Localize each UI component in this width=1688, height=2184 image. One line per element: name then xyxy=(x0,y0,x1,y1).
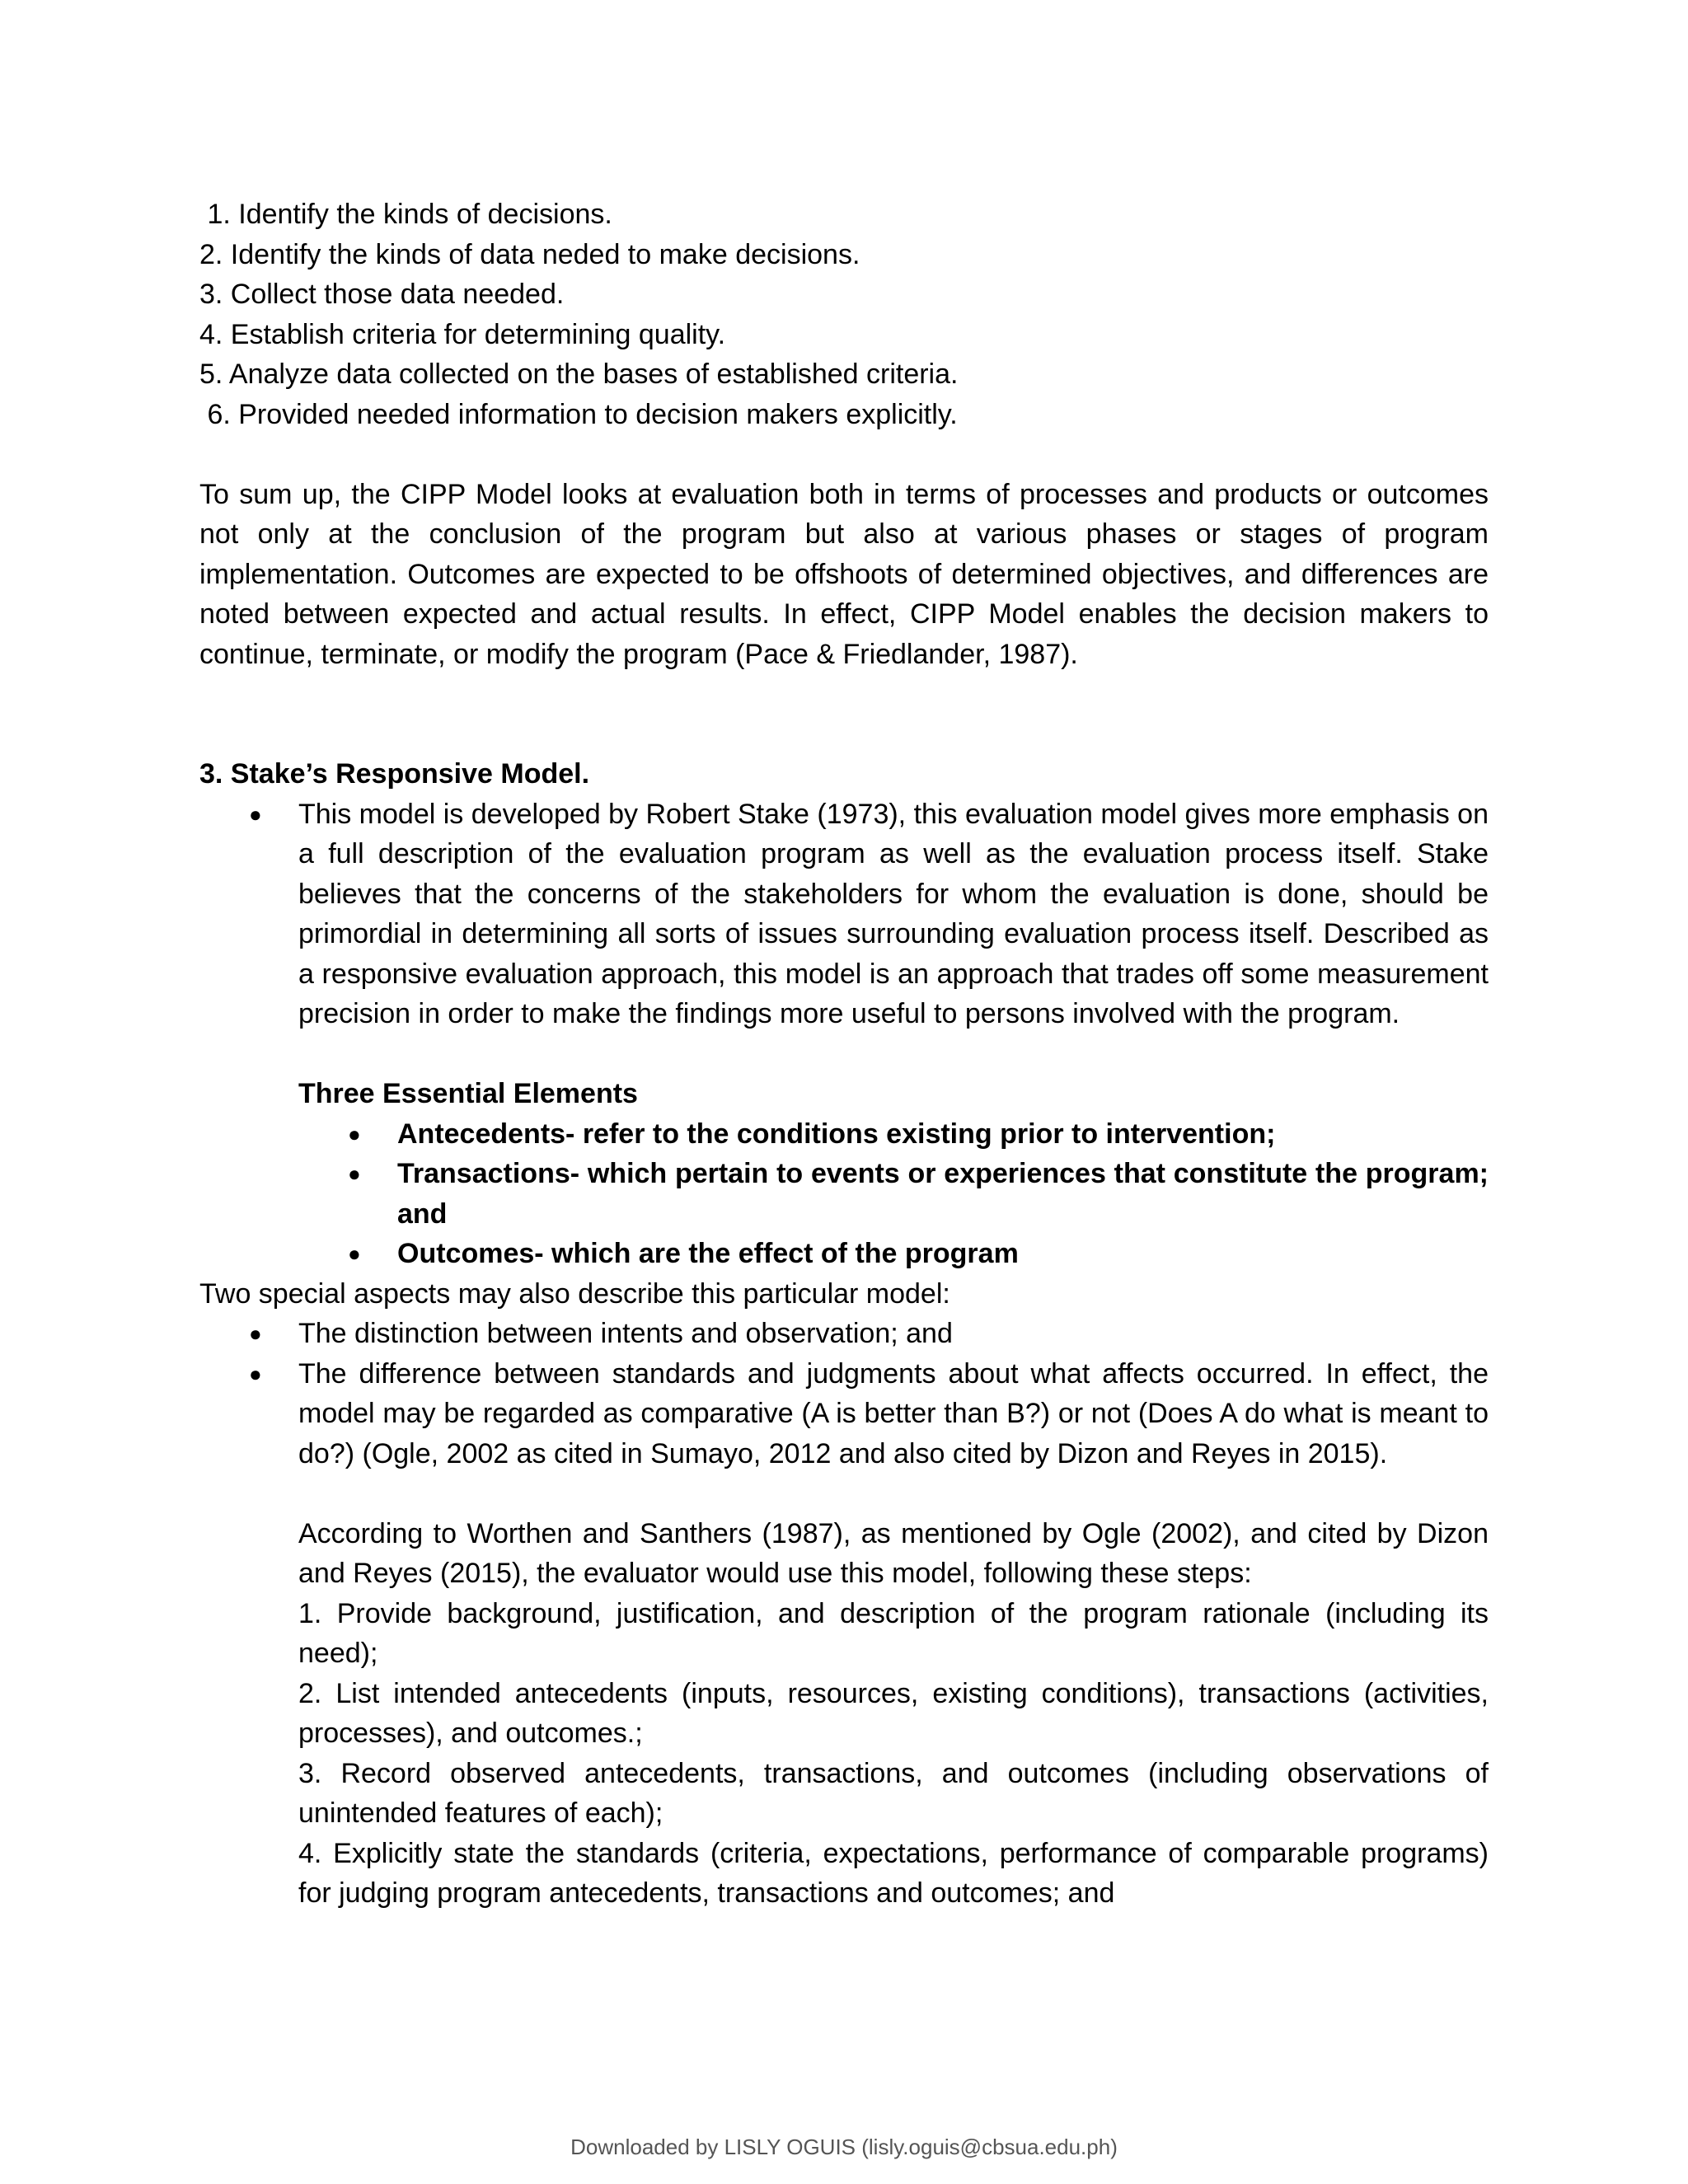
decision-step: 2. Identify the kinds of data neded to make decisions. xyxy=(199,238,860,270)
decision-step: 4. Establish criteria for determining quality. xyxy=(199,318,726,350)
stake-intro-item: ● This model is developed by Robert Stake (1973), this evaluation model gives more emphasis on a full description of the evaluation program as well as the evaluation process itself. Stake believes that the concerns of the stakeholders for whom the evaluation is done, should be primordial in determining all sorts of issues surrounding evaluation process itself. Described as a responsive evaluation approach, this model is an approach that trades off some measurement precision in order to make the findings more useful to persons involved with the program. xyxy=(199,794,1489,1034)
decision-step: 1. Identify the kinds of decisions. xyxy=(199,199,612,230)
element-item: ● Antecedents- refer to the conditions existing prior to intervention; xyxy=(298,1114,1489,1155)
element-item: ● Outcomes- which are the effect of the program xyxy=(298,1234,1489,1274)
section-heading: 3. Stake’s Responsive Model. xyxy=(199,758,590,790)
worthen-block xyxy=(199,1514,1489,1914)
aspect-item: ● The distinction between intents and observation; and xyxy=(199,1314,1489,1354)
element-item: ● Transactions- which pertain to events or experiences that constitute the program; and xyxy=(298,1154,1489,1234)
elements-heading: Three Essential Elements xyxy=(298,1078,638,1109)
elements-block xyxy=(199,1074,1489,1274)
summary-paragraph: To sum up, the CIPP Model looks at evaluation both in terms of processes and products or outcomes not only at the conclusion of the program but also at various phases or stages of program implementation. Outcomes are expected to be offshoots of determined objectives, and differences are noted between expected and actual results. In effect, CIPP Model enables the decision makers to continue, terminate, or modify the program (Pace & Friedlander, 1987). xyxy=(199,478,1489,670)
decision-step: 5. Analyze data collected on the bases of established criteria. xyxy=(199,359,959,390)
worthen-intro: According to Worthen and Santhers (1987), as mentioned by Ogle (2002), and cited by Dizon and Reyes (2015), the evaluator would use this model, following these steps: xyxy=(298,1517,1489,1589)
worthen-step: 3. Record observed antecedents, transactions, and outcomes (including observations of unintended features of each); xyxy=(298,1757,1489,1829)
aspects-list xyxy=(199,1314,1489,1474)
worthen-step: 1. Provide background, justification, and description of the program rationale (including its need); xyxy=(298,1597,1489,1669)
decision-step: 6. Provided needed information to decision makers explicitly. xyxy=(199,398,958,430)
page-content xyxy=(199,194,1489,1914)
decision-steps-list xyxy=(199,194,1489,434)
aspect-item: ● The difference between standards and judgments about what affects occurred. In effect, the model may be regarded as comparative (A is better than B?) or not (Does A do what is meant to do?) (Ogle, 2002 as cited in Sumayo, 2012 and also cited by Dizon and Reyes in 2015). xyxy=(199,1354,1489,1474)
stake-intro-list xyxy=(199,794,1489,1034)
elements-list xyxy=(298,1114,1489,1274)
decision-step: 3. Collect those data needed. xyxy=(199,279,565,310)
worthen-step: 4. Explicitly state the standards (criteria, expectations, performance of comparable programs) for judging program antecedents, transactions and outcomes; and xyxy=(298,1837,1489,1909)
aspects-intro: Two special aspects may also describe this particular model: xyxy=(199,1277,950,1310)
worthen-step: 2. List intended antecedents (inputs, resources, existing conditions), transactions (activities, processes), and outcomes.; xyxy=(298,1677,1489,1749)
download-footer: Downloaded by LISLY OGUIS (lisly.oguis@cbsua.edu.ph) xyxy=(570,2135,1118,2159)
